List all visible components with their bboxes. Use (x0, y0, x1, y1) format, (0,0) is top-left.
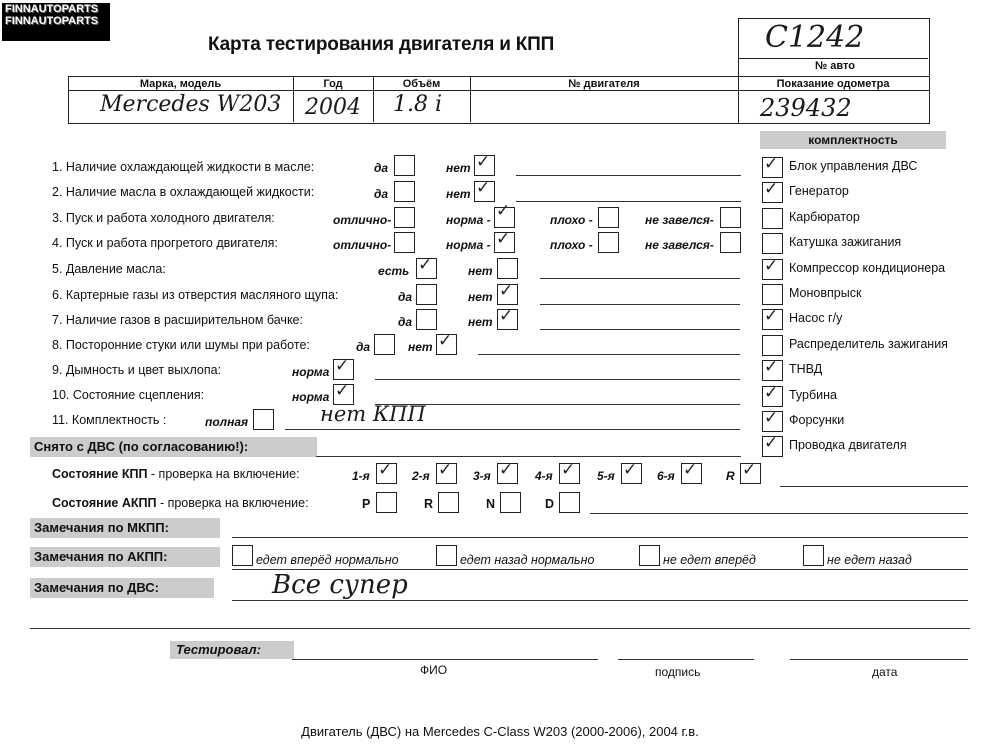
header-volume-label: Объём (402, 78, 441, 90)
kpp-gear-label: 3-я (473, 469, 491, 483)
site-logo (2, 3, 110, 41)
item-11-line (285, 429, 740, 430)
item-4-opt-nostart: не завелся- (645, 238, 714, 252)
remarks-mkpp-line (232, 537, 968, 538)
item-4-excellent-checkbox[interactable] (394, 232, 415, 253)
kpp-gear-check-mark: ✓ (683, 460, 698, 480)
komplekt-check-mark: ✓ (764, 306, 779, 326)
header-row-divider (68, 90, 930, 91)
remarks-line-2 (30, 628, 970, 629)
komplekt-checkbox[interactable] (762, 335, 783, 356)
komplekt-item-label: Карбюратор (789, 210, 860, 224)
item-5-opt-no: нет (468, 264, 493, 278)
komplekt-item-label: Насос г/у (789, 311, 843, 325)
item-1-line (516, 175, 741, 176)
komplekt-header: комплектность (760, 131, 946, 149)
header-model-label: Марка, модель (139, 78, 222, 90)
kpp-gear-label: 1-я (352, 469, 370, 483)
kpp-gear-label: 2-я (412, 469, 430, 483)
item-7-yes-checkbox[interactable] (416, 309, 437, 330)
tested-date-line (790, 659, 968, 660)
komplekt-checkbox[interactable] (762, 208, 783, 229)
item-4-nostart-checkbox[interactable] (720, 232, 741, 253)
item-2-opt-yes: да (374, 187, 389, 201)
item-11-full-checkbox[interactable] (253, 409, 274, 430)
item-6-line (540, 304, 740, 305)
item-3-opt-nostart: не завелся- (645, 213, 714, 227)
item-1-no-check-mark: ✓ (476, 152, 491, 172)
komplekt-item-label: Турбина (789, 388, 837, 402)
item-3-opt-normal: норма - (446, 213, 491, 227)
komplekt-item-label: Форсунки (789, 413, 845, 427)
akpp-remark-label: не едет вперёд (663, 553, 756, 567)
item-7-opt-yes: да (398, 315, 413, 329)
image-caption: Двигатель (ДВС) на Mercedes C-Class W203 (2000-2006), 2004 г.в. (301, 724, 699, 739)
akpp-mode-label: P (362, 497, 371, 511)
header-year-label: Год (323, 78, 343, 90)
akpp-label (52, 496, 309, 510)
item-4-normal-check-mark: ✓ (496, 229, 511, 249)
komplekt-item-label: Распределитель зажигания (789, 337, 948, 351)
remarks-dvs-line (232, 600, 968, 601)
item-9-line (375, 379, 740, 380)
item-1-label: 1. Наличие охлаждающей жидкости в масле: (52, 160, 315, 174)
item-5-label: 5. Давление масла: (52, 262, 166, 276)
item-11-label: 11. Комплектность : (52, 413, 167, 427)
kpp-gear-check-mark: ✓ (378, 460, 393, 480)
kpp-check-text: - проверка на включение: (150, 467, 300, 481)
akpp-mode-label: R (424, 497, 434, 511)
item-8-opt-yes: да (356, 340, 371, 354)
akpp-remark-checkbox[interactable] (639, 545, 660, 566)
tested-sign-line (618, 659, 754, 660)
akpp-check-text: - проверка на включение: (159, 496, 309, 510)
item-4-opt-normal: норма - (446, 238, 491, 252)
remarks-dvs-value: Все супер (272, 570, 408, 600)
item-1-yes-checkbox[interactable] (394, 155, 415, 176)
auto-number-label: № авто (814, 60, 855, 72)
komplekt-check-mark: ✓ (764, 179, 779, 199)
kpp-label-bold: Состояние КПП (52, 467, 148, 481)
akpp-mode-checkbox[interactable] (376, 492, 397, 513)
komplekt-item-label: Генератор (789, 184, 849, 198)
akpp-remark-checkbox[interactable] (803, 545, 824, 566)
item-4-label: 4. Пуск и работа прогретого двигателя: (52, 236, 278, 250)
item-7-opt-no: нет (468, 315, 493, 329)
removed-line (316, 456, 741, 457)
komplekt-item-label: Моновпрыск (789, 286, 862, 300)
akpp-mode-checkbox[interactable] (438, 492, 459, 513)
akpp-remark-label: едет вперёд нормально (256, 553, 399, 567)
item-5-yes-check-mark: ✓ (418, 255, 433, 275)
kpp-gear-label: 5-я (597, 469, 615, 483)
item-1-opt-no: нет (446, 161, 471, 175)
tested-date-label: дата (872, 665, 898, 679)
item-4-opt-bad: плохо - (550, 238, 593, 252)
form-title: Карта тестирования двигателя и КПП (208, 34, 555, 55)
akpp-remark-label: едет назад нормально (460, 553, 595, 567)
kpp-line (780, 486, 968, 487)
komplekt-check-mark: ✓ (764, 256, 779, 276)
item-4-opt-excellent: отлично- (333, 238, 392, 252)
remarks-akpp-header: Замечания по АКПП: (30, 547, 220, 567)
odometer-value: 239432 (760, 94, 852, 122)
item-11-note: нет КПП (320, 402, 426, 426)
item-8-label: 8. Посторонние стуки или шумы при работе: (52, 338, 310, 352)
komplekt-check-mark: ✓ (764, 357, 779, 377)
item-2-no-check-mark: ✓ (476, 178, 491, 198)
item-3-nostart-checkbox[interactable] (720, 207, 741, 228)
auto-number-value: C1242 (765, 20, 865, 55)
item-8-no-check-mark: ✓ (438, 331, 453, 351)
item-10-opt-normal: норма (292, 390, 330, 404)
model-value: Mercedes W203 (100, 92, 282, 117)
item-3-opt-bad: плохо - (550, 213, 593, 227)
item-9-label: 9. Дымность и цвет выхлопа: (52, 363, 222, 377)
remarks-mkpp-header: Замечания по МКПП: (30, 518, 220, 538)
kpp-label (52, 467, 300, 481)
akpp-mode-checkbox[interactable] (559, 492, 580, 513)
komplekt-checkbox[interactable] (762, 284, 783, 305)
remarks-dvs-header: Замечания по ДВС: (30, 578, 214, 598)
item-3-label: 3. Пуск и работа холодного двигателя: (52, 211, 275, 225)
removed-header: Снято с ДВС (по согласованию!): (30, 437, 317, 457)
item-8-opt-no: нет (408, 340, 433, 354)
item-10-line (375, 404, 740, 405)
item-7-label: 7. Наличие газов в расширительном бачке: (52, 313, 303, 327)
item-4-bad-checkbox[interactable] (598, 232, 619, 253)
item-11-opt-full: полная (205, 415, 249, 429)
akpp-line (590, 513, 968, 514)
item-3-bad-checkbox[interactable] (598, 207, 619, 228)
komplekt-check-mark: ✓ (764, 433, 779, 453)
year-value: 2004 (305, 95, 361, 120)
akpp-remark-label: не едет назад (827, 553, 912, 567)
item-6-opt-yes: да (398, 290, 413, 304)
komplekt-checkbox[interactable] (762, 233, 783, 254)
akpp-remark-checkbox[interactable] (232, 545, 253, 566)
kpp-gear-label: 4-я (535, 469, 553, 483)
tested-fio-line (292, 659, 598, 660)
item-2-line (516, 201, 741, 202)
kpp-gear-check-mark: ✓ (438, 460, 453, 480)
item-5-no-checkbox[interactable] (497, 258, 518, 279)
item-7-no-check-mark: ✓ (499, 306, 514, 326)
item-1-opt-yes: да (374, 161, 389, 175)
item-10-normal-check-mark: ✓ (335, 381, 350, 401)
kpp-gear-check-mark: ✓ (742, 460, 757, 480)
item-2-label: 2. Наличие масла в охлаждающей жидкости: (52, 185, 315, 199)
item-3-opt-excellent: отлично- (333, 213, 392, 227)
item-6-label: 6. Картерные газы из отверстия масляного щупа: (52, 288, 339, 302)
item-9-normal-check-mark: ✓ (335, 356, 350, 376)
komplekt-item-label: Катушка зажигания (789, 235, 902, 249)
volume-value: 1.8 i (393, 92, 443, 117)
komplekt-item-label: ТНВД (789, 362, 823, 376)
item-6-no-check-mark: ✓ (499, 281, 514, 301)
tested-header: Тестировал: (170, 641, 294, 659)
komplekt-check-mark: ✓ (764, 408, 779, 428)
item-2-opt-no: нет (446, 187, 471, 201)
kpp-gear-check-mark: ✓ (499, 460, 514, 480)
komplekt-item-label: Блок управления ДВС (789, 159, 918, 173)
komplekt-check-mark: ✓ (764, 154, 779, 174)
auto-number-divider (738, 58, 928, 59)
item-3-excellent-checkbox[interactable] (394, 207, 415, 228)
akpp-remark-checkbox[interactable] (436, 545, 457, 566)
akpp-mode-checkbox[interactable] (500, 492, 521, 513)
item-2-yes-checkbox[interactable] (394, 181, 415, 202)
item-6-opt-no: нет (468, 290, 493, 304)
item-6-yes-checkbox[interactable] (416, 284, 437, 305)
tested-fio-label: ФИО (420, 663, 448, 677)
header-engine-no-label: № двигателя (568, 78, 640, 90)
item-10-label: 10. Состояние сцепления: (52, 388, 205, 402)
header-odometer-label: Показание одометра (776, 78, 890, 90)
kpp-gear-label: R (726, 469, 735, 483)
item-3-normal-check-mark: ✓ (496, 201, 511, 221)
item-8-yes-checkbox[interactable] (374, 334, 395, 355)
kpp-gear-check-mark: ✓ (623, 460, 638, 480)
item-5-line (540, 278, 740, 279)
kpp-gear-label: 6-я (657, 469, 675, 483)
item-5-opt-yes: есть (378, 264, 410, 278)
komplekt-check-mark: ✓ (764, 383, 779, 403)
akpp-label-bold: Состояние АКПП (52, 496, 157, 510)
kpp-gear-check-mark: ✓ (561, 460, 576, 480)
akpp-mode-label: N (486, 497, 496, 511)
komplekt-item-label: Проводка двигателя (789, 438, 907, 452)
akpp-mode-label: D (545, 497, 555, 511)
logo-text: FINNAUTOPARTS (5, 15, 99, 27)
komplekt-item-label: Компрессор кондиционера (789, 261, 946, 275)
item-7-line (540, 329, 740, 330)
item-8-line (478, 354, 740, 355)
tested-sign-label: подпись (655, 665, 701, 679)
item-9-opt-normal: норма (292, 365, 330, 379)
logo-text: FINNAUTOPARTS (5, 3, 99, 15)
